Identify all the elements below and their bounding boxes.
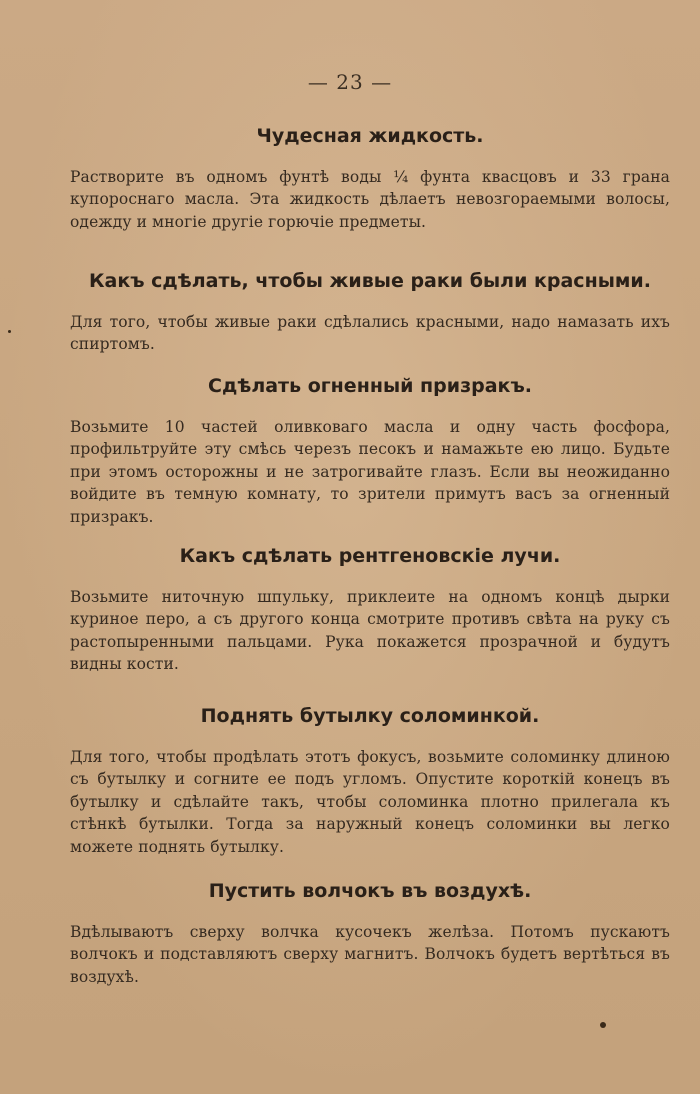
section-text: Растворите въ одномъ фунтѣ воды ¼ фунта квасцовъ и 33 грана купороснаго масла. Эта жидкость дѣлаетъ невозгораемыми волосы, одежду и многіе другіе горючіе предметы. <box>70 167 670 231</box>
section-wonder-liquid <box>70 125 670 233</box>
section-text: Возьмите 10 частей оливковаго масла и одну часть фосфора, профильтруйте эту смѣсь черезъ песокъ и намажьте ею лицо. Будьте при этомъ осторожны и не затрогивайте глазъ. Если вы неожиданно войдите въ темную комнату, то зрители примутъ васъ за огненный призракъ. <box>70 417 670 526</box>
section-spinning-top <box>70 880 670 988</box>
section-title: Сдѣлать огненный призракъ. <box>208 375 532 397</box>
ink-speck-mark <box>8 330 11 333</box>
section-title: Поднять бутылку соломинкой. <box>200 705 540 727</box>
section-title: Какъ сдѣлать рентгеновскіе лучи. <box>179 545 561 567</box>
section-fiery-ghost <box>70 375 670 528</box>
section-title: Чудесная жидкость. <box>256 125 484 147</box>
ink-speck-mark <box>600 1022 606 1028</box>
section-text: Возьмите ниточную шпульку, приклеите на одномъ концѣ дырки куриное перо, а съ другого конца смотрите противъ свѣта на руку съ растопыренными пальцами. Рука покажется прозрачной и будутъ видны кости. <box>70 587 670 674</box>
section-text: Для того, чтобы продѣлать этотъ фокусъ, возьмите соломинку длиною съ бутылку и согните ее подъ угломъ. Опустите короткій конецъ въ бутылку и сдѣлайте такъ, чтобы соломинка плотно прилегала къ стѣнкѣ бутылки. Тогда за наружный конецъ соломинки вы легко можете поднять бутылку. <box>70 747 670 856</box>
section-title: Пустить волчокъ въ воздухѣ. <box>208 880 532 902</box>
section-red-crayfish <box>70 270 670 356</box>
section-lift-bottle <box>70 705 670 858</box>
section-text: Вдѣлываютъ сверху волчка кусочекъ желѣза. Потомъ пускаютъ волчокъ и подставляютъ сверху магнитъ. Волчокъ будетъ вертѣться въ воздухѣ. <box>70 922 670 986</box>
section-xray <box>70 545 670 676</box>
section-title: Какъ сдѣлать, чтобы живые раки были красными. <box>89 270 651 292</box>
page-number: — 23 — <box>307 70 393 94</box>
section-text: Для того, чтобы живые раки сдѣлались красными, надо намазать ихъ спиртомъ. <box>70 312 670 354</box>
